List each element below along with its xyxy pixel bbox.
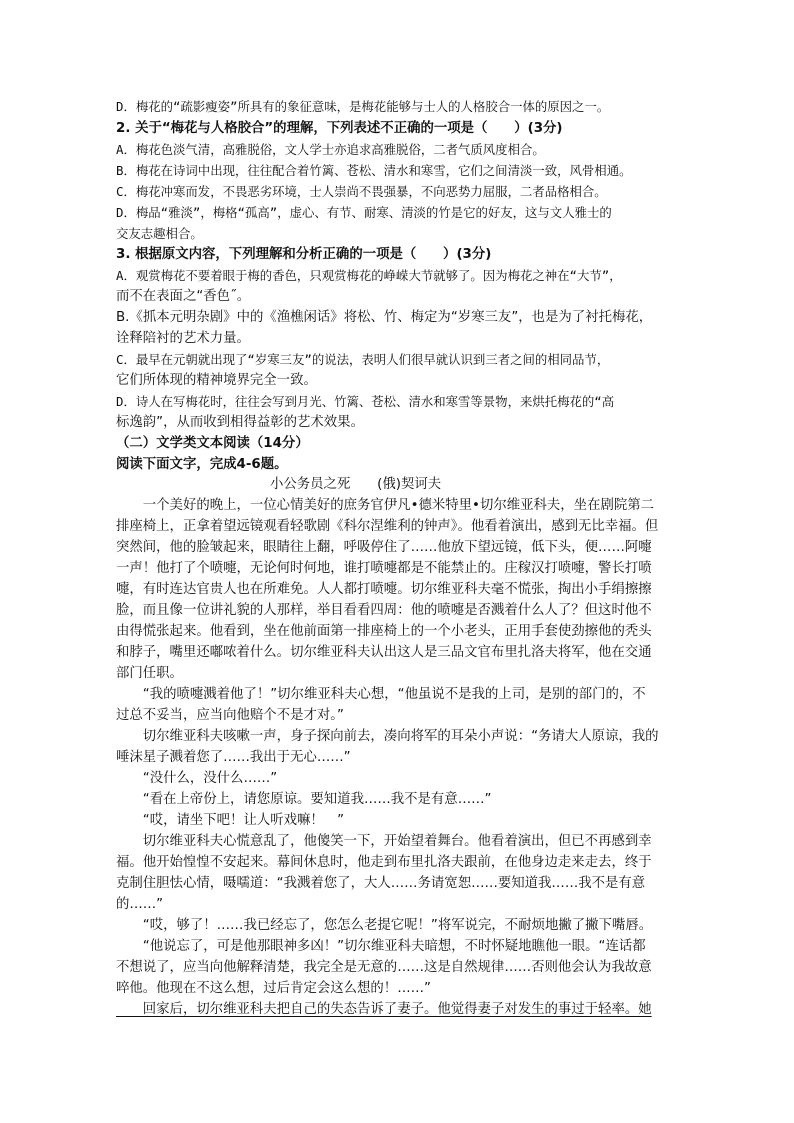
story-line: 排座椅上，正拿着望远镜观看轻歌剧《科尔涅维利的钟声》。他看着演出，感到无比幸福。但 — [116, 519, 659, 534]
story-line: 切尔维亚科夫心慌意乱了，他傻笑一下，开始望着舞台。他看着演出，但已不再感到幸 — [116, 834, 652, 849]
story-line: “哎，够了！……我已经忘了，您怎么老提它呢！”将军说完，不耐烦地撇了撇下嘴唇。 — [116, 918, 653, 933]
story-line: 和脖子，嘴里还嘟哝着什么。切尔维亚科夫认出这人是三品文官布里扎洛夫将军，他在交通 — [116, 645, 652, 660]
q2-option-b: B．梅花在诗词中出现，往往配合着竹篱、苍松、清水和寒雪，它们之间清淡一致，风骨相通。 — [116, 163, 632, 178]
story-line: 部门任职。 — [116, 666, 183, 681]
q3-option-a-cont: 而不在表面之“香色˝。 — [116, 289, 251, 304]
story-line: 切尔维亚科夫咳嗽一声，身子探向前去，凑向将军的耳朵小声说：“务请大人原谅，我的 — [116, 729, 659, 744]
q3-option-b-cont: 诠释陪衬的艺术力量。 — [116, 331, 250, 346]
q2-option-a: A．梅花色淡气清，高雅脱俗，文人学士亦追求高雅脱俗，二者气质风度相合。 — [116, 142, 545, 157]
q3-option-b: B.《抓本元明杂剧》中的《渔樵闲话》将松、竹、梅定为“岁寒三友”，也是为了衬托梅花， — [116, 310, 653, 325]
story-line: “没什么，没什么……” — [116, 771, 278, 786]
story-line: 突然间，他的脸皱起来，眼睛往上翻，呼吸停住了……他放下望远镜，低下头，便……阿嚏 — [116, 540, 652, 555]
story-line: 一个美好的晚上，一位心情美好的庶务官伊凡•德米特里•切尔维亚科夫，坐在剧院第二 — [116, 498, 655, 513]
reading-instruction: 阅读下面文字，完成4-6题。 — [116, 457, 288, 472]
q3-option-d: D．诗人在写梅花时，往往会写到月光、竹篱、苍松、清水和寒雪等景物，来烘托梅花的“高 — [116, 394, 615, 409]
story-line: 嚏，有时连达官贵人也在所难免。人人都打喷嚏。切尔维亚科夫毫不慌张，掏出小手绢擦擦 — [116, 582, 652, 597]
story-line: 唾沫星子溅着您了……我出于无心……” — [116, 750, 351, 765]
q2-option-d-cont: 交友志趣相合。 — [116, 226, 203, 241]
q2-option-c: C．梅花冲寒而发，不畏恶劣环境，士人崇尚不畏强暴，不向恶势力屈服，二者品格相合。 — [116, 184, 607, 199]
story-line: 一声！他打了个喷嚏，无论何时何地，谁打喷嚏都是不能禁止的。庄稼汉打喷嚏，警长打喷 — [116, 561, 652, 576]
story-line: 脸，而且像一位讲礼貌的人那样，举目看看四周：他的喷嚏是否溅着什么人了？但这时他不 — [116, 603, 652, 618]
story-line: “哎，请坐下吧！让人听戏嘛！ ” — [116, 813, 345, 828]
option-d-line: D．梅花的“疏影瘦姿”所具有的象征意味，是梅花能够与士人的人格胶合一体的原因之一。 — [116, 99, 610, 114]
story-line: 克制住胆怯心情，嗫嚅道：“我溅着您了，大人……务请宽恕……要知道我……我不是有意 — [116, 876, 646, 891]
story-line: 不想说了，应当向他解释清楚，我完全是无意的……这是自然规律……否则他会认为我故意 — [116, 960, 652, 975]
story-title: 小公务员之死 (俄)契诃夫 — [270, 477, 442, 492]
q2-option-d: D．梅品“雅淡”，梅格“孤高”，虚心、有节、耐寒、清淡的竹是它的好友，这与文人雅士的 — [116, 205, 612, 220]
q3-option-a: A．观赏梅花不要着眼于梅的香色，只观赏梅花的峥嵘大节就够了。因为梅花之神在“大节”， — [116, 268, 622, 283]
story-line-underlined: 回家后，切尔维亚科夫把自己的失态告诉了妻子。他觉得妻子对发生的事过于轻率。她 — [116, 1002, 652, 1017]
story-line: 由得慌张起来。他看到，坐在他前面第一排座椅上的一个小老头，正用手套使劲擦他的秃头 — [116, 624, 652, 639]
q3-option-c: C．最早在元朝就出现了“岁寒三友”的说法，表明人们很早就认识到三者之间的相同品节， — [116, 352, 610, 367]
story-line: “我的喷嚏溅着他了！”切尔维亚科夫心想，“他虽说不是我的上司，是别的部门的，不 — [116, 687, 646, 702]
story-line: 的……” — [116, 897, 164, 912]
story-line: “他说忘了，可是他那眼神多凶！”切尔维亚科夫暗想，不时怀疑地瞧他一眼。“连话都 — [116, 939, 646, 954]
q3-option-c-cont: 它们所体现的精神境界完全一致。 — [116, 373, 317, 388]
section-heading: （二）文学类文本阅读（14分） — [116, 436, 309, 451]
story-line: “看在上帝份上，请您原谅。要知道我……我不是有意……” — [116, 792, 492, 807]
story-line: 啐他。他现在不这么想，过后肯定会这么想的！……” — [116, 981, 431, 996]
q3-option-d-cont: 标逸韵”，从而收到相得益彰的艺术效果。 — [116, 415, 364, 430]
story-line: 福。他开始惶惶不安起来。幕间休息时，他走到布里扎洛夫跟前，在他身边走来走去，终于 — [116, 855, 652, 870]
story-line: 过总不妥当，应当向他赔个不是才对。” — [116, 708, 344, 723]
question-3-heading: 3. 根据原文内容，下列理解和分析正确的一项是（ ）(3分) — [116, 247, 492, 262]
question-2-heading: 2. 关于“梅花与人格胶合”的理解，下列表述不正确的一项是（ ）(3分) — [116, 121, 563, 136]
